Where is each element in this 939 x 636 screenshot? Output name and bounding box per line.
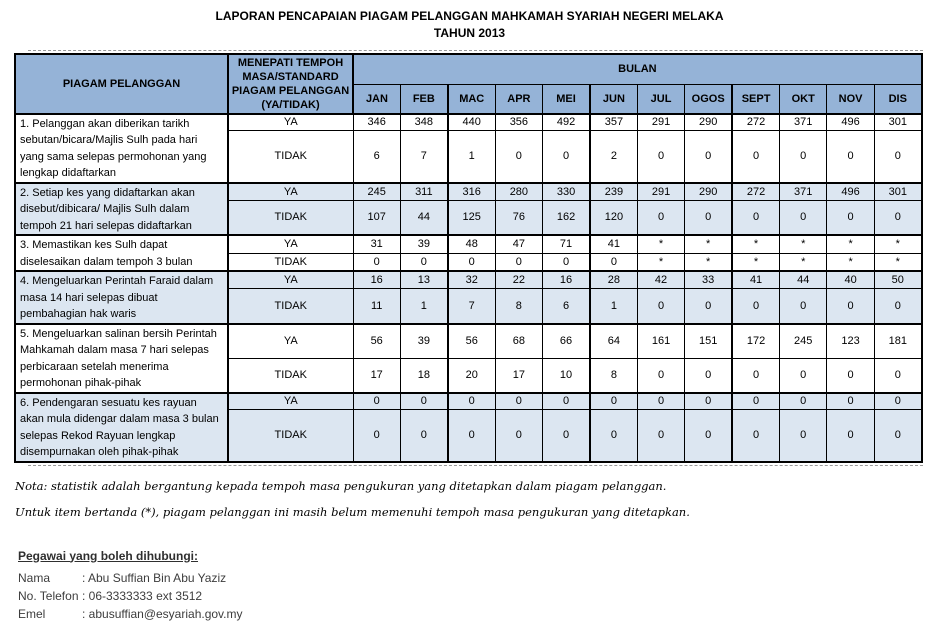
- item-4-ya-apr: 22: [495, 271, 542, 289]
- item-2-ya-label: YA: [228, 183, 353, 201]
- item-5-tidak-label: TIDAK: [228, 358, 353, 393]
- item-1-ya-mac: 440: [448, 114, 495, 131]
- item-3-ya-jul: *: [637, 235, 684, 253]
- contact-block: [18, 549, 939, 621]
- month-header-jul: JUL: [637, 84, 684, 114]
- item-3-tidak-jan: 0: [353, 253, 400, 271]
- item-1-tidak-label: TIDAK: [228, 131, 353, 183]
- note-bertanda: Untuk item bertanda (*), piagam pelanggan ini masih belum memenuhi tempoh masa pengukuran yang ditetapkan.: [15, 504, 690, 519]
- item-3-tidak-okt: *: [780, 253, 827, 271]
- item-3-ya-mei: 71: [543, 235, 590, 253]
- item-1-tidak-jul: 0: [637, 131, 684, 183]
- item-4-ya-row: [15, 271, 922, 289]
- item-1-tidak-ogos: 0: [685, 131, 732, 183]
- item-3-ya-okt: *: [780, 235, 827, 253]
- contact-heading: Pegawai yang boleh dihubungi:: [18, 548, 199, 563]
- contact-row-nama: [18, 572, 939, 585]
- item-3-ya-row: [15, 235, 922, 253]
- item-4-ya-label: YA: [228, 271, 353, 289]
- item-6-ya-nov: 0: [827, 393, 874, 410]
- item-5-tidak-jan: 17: [353, 358, 400, 393]
- item-5-tidak-jul: 0: [637, 358, 684, 393]
- month-header-ogos: OGOS: [685, 84, 732, 114]
- item-6-ya-jul: 0: [637, 393, 684, 410]
- item-5-ya-sept: 172: [732, 324, 779, 359]
- item-6-tidak-sept: 0: [732, 410, 779, 462]
- item-4-tidak-ogos: 0: [685, 289, 732, 324]
- contact-value-telefon: : 06-3333333 ext 3512: [82, 588, 203, 603]
- item-1-ya-dis: 301: [874, 114, 921, 131]
- item-5-ya-jan: 56: [353, 324, 400, 359]
- item-6-tidak-okt: 0: [780, 410, 827, 462]
- item-6-tidak-label: TIDAK: [228, 410, 353, 462]
- item-5-ya-label: YA: [228, 324, 353, 359]
- item-2-tidak-jan: 107: [353, 200, 400, 235]
- item-2-tidak-jul: 0: [637, 200, 684, 235]
- item-4-tidak-jan: 11: [353, 289, 400, 324]
- item-2-ya-ogos: 290: [685, 183, 732, 201]
- item-2-ya-feb: 311: [400, 183, 447, 201]
- item-4-tidak-feb: 1: [400, 289, 447, 324]
- item-4-tidak-apr: 8: [495, 289, 542, 324]
- item-5-ya-apr: 68: [495, 324, 542, 359]
- report-year: TAHUN 2013: [433, 26, 506, 40]
- item-5-tidak-mac: 20: [448, 358, 495, 393]
- item-3-ya-nov: *: [827, 235, 874, 253]
- item-6-ya-mei: 0: [543, 393, 590, 410]
- item-6-ya-dis: 0: [874, 393, 921, 410]
- month-header-sept: SEPT: [732, 84, 779, 114]
- item-6-tidak-apr: 0: [495, 410, 542, 462]
- item-3-tidak-dis: *: [874, 253, 921, 271]
- item-4-ya-jul: 42: [637, 271, 684, 289]
- header-row-top: [15, 54, 922, 84]
- table-body: [15, 114, 922, 462]
- item-6-ya-mac: 0: [448, 393, 495, 410]
- item-2-ya-mac: 316: [448, 183, 495, 201]
- item-4-ya-sept: 41: [732, 271, 779, 289]
- item-5-tidak-nov: 0: [827, 358, 874, 393]
- month-header-dis: DIS: [874, 84, 921, 114]
- item-6-ya-okt: 0: [780, 393, 827, 410]
- item-3-ya-jan: 31: [353, 235, 400, 253]
- item-1-ya-nov: 496: [827, 114, 874, 131]
- month-header-mei: MEI: [543, 84, 590, 114]
- item-2-ya-nov: 496: [827, 183, 874, 201]
- item-6-ya-apr: 0: [495, 393, 542, 410]
- item-1-label: 1. Pelanggan akan diberikan tarikh sebutan/bicara/Majlis Sulh pada hari yang sama selepas permohonan yang lengkap didaftarkan: [15, 114, 228, 183]
- item-2-ya-mei: 330: [543, 183, 590, 201]
- item-1-ya-sept: 272: [732, 114, 779, 131]
- month-header-mac: MAC: [448, 84, 495, 114]
- item-5-ya-mei: 66: [543, 324, 590, 359]
- item-3-ya-dis: *: [874, 235, 921, 253]
- item-2-tidak-okt: 0: [780, 200, 827, 235]
- item-5-tidak-okt: 0: [780, 358, 827, 393]
- contact-label-nama: Nama: [18, 570, 51, 585]
- item-5-ya-ogos: 151: [685, 324, 732, 359]
- item-6-ya-jun: 0: [590, 393, 637, 410]
- item-3-tidak-sept: *: [732, 253, 779, 271]
- item-2-tidak-mei: 162: [543, 200, 590, 235]
- item-6-tidak-mei: 0: [543, 410, 590, 462]
- item-4-ya-jan: 16: [353, 271, 400, 289]
- item-4-tidak-sept: 0: [732, 289, 779, 324]
- item-5-tidak-sept: 0: [732, 358, 779, 393]
- item-2-tidak-feb: 44: [400, 200, 447, 235]
- contact-value-emel: : abusuffian@esyariah.gov.my: [82, 606, 243, 621]
- item-2-tidak-sept: 0: [732, 200, 779, 235]
- item-5-ya-jul: 161: [637, 324, 684, 359]
- item-5-tidak-apr: 17: [495, 358, 542, 393]
- item-6-tidak-nov: 0: [827, 410, 874, 462]
- item-5-ya-nov: 123: [827, 324, 874, 359]
- item-1-ya-apr: 356: [495, 114, 542, 131]
- contact-label-emel: Emel: [18, 606, 46, 621]
- item-6-label: 6. Pendengaran sesuatu kes rayuan akan mula didengar dalam masa 3 bulan selepas Rekod Rayuan lengkap disempurnakan oleh pihak-pihak: [15, 393, 228, 462]
- piagam-pelanggan-table: [14, 53, 923, 463]
- item-6-ya-row: [15, 393, 922, 410]
- item-4-ya-mei: 16: [543, 271, 590, 289]
- item-5-ya-mac: 56: [448, 324, 495, 359]
- item-6-tidak-mac: 0: [448, 410, 495, 462]
- item-5-tidak-feb: 18: [400, 358, 447, 393]
- note-statistik: Nota: statistik adalah bergantung kepada tempoh masa pengukuran yang ditetapkan dalam piagam pelanggan.: [15, 478, 667, 493]
- item-4-tidak-nov: 0: [827, 289, 874, 324]
- item-3-tidak-jul: *: [637, 253, 684, 271]
- item-1-ya-jun: 357: [590, 114, 637, 131]
- item-1-tidak-dis: 0: [874, 131, 921, 183]
- item-4-ya-dis: 50: [874, 271, 921, 289]
- item-2-tidak-ogos: 0: [685, 200, 732, 235]
- bulan-header: BULAN: [353, 54, 922, 84]
- item-3-tidak-apr: 0: [495, 253, 542, 271]
- item-4-tidak-label: TIDAK: [228, 289, 353, 324]
- item-2-ya-jun: 239: [590, 183, 637, 201]
- item-2-tidak-label: TIDAK: [228, 200, 353, 235]
- item-1-tidak-jan: 6: [353, 131, 400, 183]
- contact-row-telefon: [18, 590, 939, 603]
- item-1-ya-label: YA: [228, 114, 353, 131]
- month-header-okt: OKT: [780, 84, 827, 114]
- item-6-ya-label: YA: [228, 393, 353, 410]
- item-1-ya-mei: 492: [543, 114, 590, 131]
- piagam-pelanggan-header: PIAGAM PELANGGAN: [15, 54, 228, 114]
- item-3-ya-ogos: *: [685, 235, 732, 253]
- item-1-ya-jul: 291: [637, 114, 684, 131]
- item-6-ya-ogos: 0: [685, 393, 732, 410]
- item-4-label: 4. Mengeluarkan Perintah Faraid dalam masa 14 hari selepas dibuat pembahagian hak waris: [15, 271, 228, 324]
- menepati-tempoh-header: MENEPATI TEMPOH MASA/STANDARD PIAGAM PELANGGAN (YA/TIDAK): [228, 54, 353, 114]
- month-header-nov: NOV: [827, 84, 874, 114]
- item-3-ya-jun: 41: [590, 235, 637, 253]
- item-1-ya-okt: 371: [780, 114, 827, 131]
- item-4-tidak-mac: 7: [448, 289, 495, 324]
- item-2-tidak-jun: 120: [590, 200, 637, 235]
- item-5-label: 5. Mengeluarkan salinan bersih Perintah Mahkamah dalam masa 7 hari selepas perbicaraan setelah menerima permohonan pihak-pihak: [15, 324, 228, 393]
- month-header-apr: APR: [495, 84, 542, 114]
- contact-label-telefon: No. Telefon: [18, 588, 79, 603]
- item-4-ya-feb: 13: [400, 271, 447, 289]
- month-header-feb: FEB: [400, 84, 447, 114]
- item-3-label: 3. Memastikan kes Sulh dapat diselesaikan dalam tempoh 3 bulan: [15, 235, 228, 271]
- item-3-tidak-jun: 0: [590, 253, 637, 271]
- item-5-tidak-dis: 0: [874, 358, 921, 393]
- item-1-tidak-apr: 0: [495, 131, 542, 183]
- item-2-ya-jul: 291: [637, 183, 684, 201]
- notes-block: [15, 479, 939, 519]
- item-1-ya-row: [15, 114, 922, 131]
- item-5-ya-row: [15, 324, 922, 359]
- item-1-tidak-mac: 1: [448, 131, 495, 183]
- item-5-ya-feb: 39: [400, 324, 447, 359]
- item-1-tidak-sept: 0: [732, 131, 779, 183]
- item-1-tidak-mei: 0: [543, 131, 590, 183]
- item-5-ya-okt: 245: [780, 324, 827, 359]
- item-5-tidak-jun: 8: [590, 358, 637, 393]
- item-2-tidak-apr: 76: [495, 200, 542, 235]
- item-4-ya-ogos: 33: [685, 271, 732, 289]
- item-3-ya-apr: 47: [495, 235, 542, 253]
- item-5-ya-dis: 181: [874, 324, 921, 359]
- item-1-ya-feb: 348: [400, 114, 447, 131]
- item-4-tidak-jul: 0: [637, 289, 684, 324]
- item-2-tidak-dis: 0: [874, 200, 921, 235]
- item-3-ya-feb: 39: [400, 235, 447, 253]
- item-3-ya-label: YA: [228, 235, 353, 253]
- item-3-tidak-nov: *: [827, 253, 874, 271]
- item-4-ya-okt: 44: [780, 271, 827, 289]
- item-3-tidak-mei: 0: [543, 253, 590, 271]
- item-6-tidak-jul: 0: [637, 410, 684, 462]
- title-block: [0, 0, 939, 42]
- item-6-ya-jan: 0: [353, 393, 400, 410]
- item-6-tidak-feb: 0: [400, 410, 447, 462]
- item-1-tidak-feb: 7: [400, 131, 447, 183]
- item-4-ya-nov: 40: [827, 271, 874, 289]
- item-6-ya-sept: 0: [732, 393, 779, 410]
- item-2-ya-okt: 371: [780, 183, 827, 201]
- page-break-line-bottom: [28, 465, 923, 466]
- contact-row-emel: [18, 608, 939, 621]
- item-2-ya-apr: 280: [495, 183, 542, 201]
- item-5-tidak-mei: 10: [543, 358, 590, 393]
- item-4-tidak-okt: 0: [780, 289, 827, 324]
- item-1-tidak-nov: 0: [827, 131, 874, 183]
- month-header-jun: JUN: [590, 84, 637, 114]
- item-2-tidak-nov: 0: [827, 200, 874, 235]
- page-break-line-top: [28, 50, 923, 51]
- item-6-tidak-ogos: 0: [685, 410, 732, 462]
- item-4-ya-mac: 32: [448, 271, 495, 289]
- item-5-tidak-ogos: 0: [685, 358, 732, 393]
- item-3-tidak-mac: 0: [448, 253, 495, 271]
- item-2-ya-sept: 272: [732, 183, 779, 201]
- item-6-ya-feb: 0: [400, 393, 447, 410]
- item-1-tidak-jun: 2: [590, 131, 637, 183]
- contact-value-nama: : Abu Suffian Bin Abu Yaziz: [82, 570, 227, 585]
- item-1-ya-jan: 346: [353, 114, 400, 131]
- item-5-ya-jun: 64: [590, 324, 637, 359]
- item-4-tidak-dis: 0: [874, 289, 921, 324]
- item-4-tidak-jun: 1: [590, 289, 637, 324]
- item-4-tidak-mei: 6: [543, 289, 590, 324]
- item-2-tidak-mac: 125: [448, 200, 495, 235]
- item-2-label: 2. Setiap kes yang didaftarkan akan disebut/dibicara/ Majlis Sulh dalam tempoh 21 hari selepas didaftarkan: [15, 183, 228, 236]
- item-3-ya-mac: 48: [448, 235, 495, 253]
- item-3-tidak-feb: 0: [400, 253, 447, 271]
- item-6-tidak-jun: 0: [590, 410, 637, 462]
- item-3-tidak-label: TIDAK: [228, 253, 353, 271]
- item-6-tidak-dis: 0: [874, 410, 921, 462]
- month-header-jan: JAN: [353, 84, 400, 114]
- item-1-ya-ogos: 290: [685, 114, 732, 131]
- table-header: [15, 54, 922, 114]
- item-1-tidak-okt: 0: [780, 131, 827, 183]
- item-4-ya-jun: 28: [590, 271, 637, 289]
- item-2-ya-jan: 245: [353, 183, 400, 201]
- item-6-tidak-jan: 0: [353, 410, 400, 462]
- report-title: LAPORAN PENCAPAIAN PIAGAM PELANGGAN MAHKAMAH SYARIAH NEGERI MELAKA: [215, 9, 724, 23]
- item-2-ya-row: [15, 183, 922, 201]
- item-2-ya-dis: 301: [874, 183, 921, 201]
- item-3-tidak-ogos: *: [685, 253, 732, 271]
- item-3-ya-sept: *: [732, 235, 779, 253]
